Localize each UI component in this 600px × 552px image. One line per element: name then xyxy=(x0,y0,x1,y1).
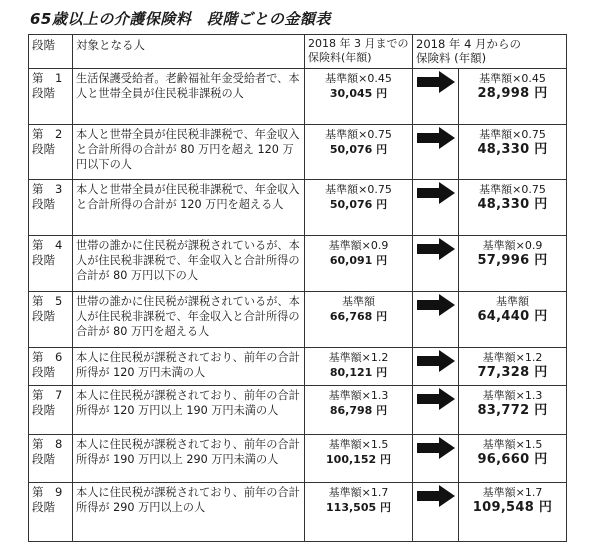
old-fee-formula: 基準額×1.7 xyxy=(328,486,389,500)
old-fee-amount: 100,152 円 xyxy=(326,452,391,466)
fee-table xyxy=(28,34,567,542)
stage-cell xyxy=(29,69,73,125)
stage-cell xyxy=(29,291,73,347)
stage-number: 第 1 xyxy=(32,71,63,85)
arrow-cell xyxy=(413,347,459,385)
new-fee-cell xyxy=(459,347,567,385)
target-cell: 本人に住民税が課税されており、前年の合計所得が 120 万円未満の人 xyxy=(73,347,305,385)
stage-number: 第 8 xyxy=(32,436,63,451)
new-fee-cell xyxy=(459,483,567,542)
stage-number: 第 6 xyxy=(32,349,63,364)
table-row xyxy=(29,386,567,435)
right-arrow-icon xyxy=(417,485,455,507)
old-fee-amount: 50,076 円 xyxy=(329,142,388,156)
new-fee-formula: 基準額×0.75 xyxy=(479,127,546,141)
new-fee-amount: 83,772 円 xyxy=(477,403,548,418)
arrow-cell xyxy=(413,236,459,292)
right-arrow-icon xyxy=(417,71,455,93)
old-fee-amount: 50,076 円 xyxy=(329,198,388,212)
new-fee-cell xyxy=(459,124,567,180)
new-fee-amount: 48,330 円 xyxy=(477,197,548,213)
target-cell: 世帯の誰かに住民税が課税されているが、本人が住民税非課税で、年金収入と合計所得の合計が 80 万円を超える人 xyxy=(73,291,305,347)
stage-number: 第 9 xyxy=(32,485,63,500)
new-fee-cell xyxy=(459,434,567,483)
header-new-line2: 保険料 (年額) xyxy=(416,51,487,65)
new-fee-amount: 109,548 円 xyxy=(472,500,553,516)
new-fee-formula: 基準額×1.5 xyxy=(482,437,543,451)
old-fee-formula: 基準額×1.3 xyxy=(328,389,389,402)
right-arrow-icon xyxy=(417,294,455,316)
target-cell: 本人に住民税が課税されており、前年の合計所得が 120 万円以上 190 万円未満の人 xyxy=(73,386,305,435)
new-fee-amount: 57,996 円 xyxy=(477,253,548,269)
new-fee-formula: 基準額×0.45 xyxy=(479,72,546,85)
right-arrow-icon xyxy=(417,182,455,204)
old-fee-cell xyxy=(305,291,413,347)
target-cell: 世帯の誰かに住民税が課税されているが、本人が住民税非課税で、年金収入と合計所得の合計が 80 万円以下の人 xyxy=(73,236,305,292)
new-fee-cell xyxy=(459,180,567,236)
new-fee-formula: 基準額×1.2 xyxy=(482,350,543,364)
old-fee-cell xyxy=(305,236,413,292)
arrow-cell xyxy=(413,483,459,542)
stage-cell xyxy=(29,347,73,385)
header-new-line1: 2018 年 4 月からの xyxy=(416,37,522,51)
stage-cell xyxy=(29,386,73,435)
right-arrow-icon xyxy=(417,350,455,372)
stage-unit: 段階 xyxy=(32,451,55,466)
old-fee-cell xyxy=(305,124,413,180)
old-fee-amount: 66,768 円 xyxy=(329,309,388,323)
new-fee-cell xyxy=(459,291,567,347)
new-fee-cell xyxy=(459,69,567,125)
arrow-cell xyxy=(413,180,459,236)
old-fee-cell xyxy=(305,386,413,435)
new-fee-formula: 基準額×1.3 xyxy=(482,389,543,402)
header-new-fee xyxy=(413,35,567,69)
stage-cell xyxy=(29,483,73,542)
stage-number: 第 2 xyxy=(32,126,63,141)
table-row xyxy=(29,291,567,347)
new-fee-formula: 基準額 xyxy=(496,294,529,308)
old-fee-cell xyxy=(305,434,413,483)
target-cell: 本人に住民税が課税されており、前年の合計所得が 190 万円以上 290 万円未満の人 xyxy=(73,434,305,483)
table-row xyxy=(29,483,567,542)
header-stage: 段階 xyxy=(29,35,73,69)
right-arrow-icon xyxy=(417,127,455,149)
old-fee-cell xyxy=(305,347,413,385)
arrow-cell xyxy=(413,291,459,347)
stage-cell xyxy=(29,124,73,180)
table-row xyxy=(29,69,567,125)
stage-cell xyxy=(29,236,73,292)
target-cell: 本人と世帯全員が住民税非課税で、年金収入と合計所得の合計が 80 万円を超え 120 万円以下の人 xyxy=(73,124,305,180)
new-fee-formula: 基準額×0.9 xyxy=(482,239,543,253)
old-fee-formula: 基準額×0.9 xyxy=(328,239,389,253)
arrow-cell xyxy=(413,386,459,435)
old-fee-amount: 113,505 円 xyxy=(326,501,391,515)
new-fee-amount: 28,998 円 xyxy=(477,86,548,101)
header-target: 対象となる人 xyxy=(73,35,305,69)
target-cell: 本人に住民税が課税されており、前年の合計所得が 290 万円以上の人 xyxy=(73,483,305,542)
new-fee-amount: 96,660 円 xyxy=(477,451,548,467)
old-fee-amount: 30,045 円 xyxy=(329,87,388,100)
old-fee-amount: 86,798 円 xyxy=(329,404,388,417)
new-fee-amount: 64,440 円 xyxy=(477,308,548,324)
right-arrow-icon xyxy=(417,437,455,459)
header-old-line2: 保険料(年額) xyxy=(308,51,372,64)
old-fee-formula: 基準額×0.75 xyxy=(325,127,392,141)
old-fee-amount: 60,091 円 xyxy=(329,254,388,268)
stage-unit: 段階 xyxy=(32,86,55,100)
table-row xyxy=(29,124,567,180)
target-cell: 本人と世帯全員が住民税非課税で、年金収入と合計所得の合計が 120 万円を超える人 xyxy=(73,180,305,236)
stage-unit: 段階 xyxy=(32,500,55,515)
stage-number: 第 3 xyxy=(32,182,63,197)
table-row xyxy=(29,180,567,236)
header-old-fee xyxy=(305,35,413,69)
new-fee-amount: 48,330 円 xyxy=(477,141,548,157)
old-fee-amount: 80,121 円 xyxy=(329,365,388,379)
stage-unit: 段階 xyxy=(32,141,55,156)
stage-unit: 段階 xyxy=(32,364,55,379)
stage-unit: 段階 xyxy=(32,308,55,323)
page-title: 65歳以上の介護保険料 段階ごとの金額表 xyxy=(30,10,331,28)
old-fee-cell xyxy=(305,483,413,542)
stage-cell xyxy=(29,180,73,236)
stage-number: 第 5 xyxy=(32,293,63,308)
right-arrow-icon xyxy=(417,388,455,410)
stage-number: 第 4 xyxy=(32,238,63,253)
stage-cell xyxy=(29,434,73,483)
old-fee-formula: 基準額 xyxy=(342,294,375,308)
arrow-cell xyxy=(413,434,459,483)
new-fee-formula: 基準額×1.7 xyxy=(482,486,543,500)
arrow-cell xyxy=(413,124,459,180)
new-fee-amount: 77,328 円 xyxy=(477,364,548,380)
old-fee-cell xyxy=(305,69,413,125)
new-fee-cell xyxy=(459,236,567,292)
old-fee-formula: 基準額×0.75 xyxy=(325,183,392,197)
stage-number: 第 7 xyxy=(32,388,63,402)
table-row xyxy=(29,347,567,385)
old-fee-formula: 基準額×1.5 xyxy=(328,437,389,451)
old-fee-formula: 基準額×1.2 xyxy=(328,350,389,364)
old-fee-formula: 基準額×0.45 xyxy=(325,72,392,85)
stage-unit: 段階 xyxy=(32,253,55,268)
arrow-cell xyxy=(413,69,459,125)
target-cell: 生活保護受給者。老齢福祉年金受給者で、本人と世帯全員が住民税非課税の人 xyxy=(73,69,305,125)
right-arrow-icon xyxy=(417,238,455,260)
table-row xyxy=(29,236,567,292)
stage-unit: 段階 xyxy=(32,403,55,417)
old-fee-cell xyxy=(305,180,413,236)
new-fee-formula: 基準額×0.75 xyxy=(479,183,546,197)
header-old-line1: 2018 年 3 月までの xyxy=(308,37,409,50)
stage-unit: 段階 xyxy=(32,197,55,212)
new-fee-cell xyxy=(459,386,567,435)
table-row xyxy=(29,434,567,483)
